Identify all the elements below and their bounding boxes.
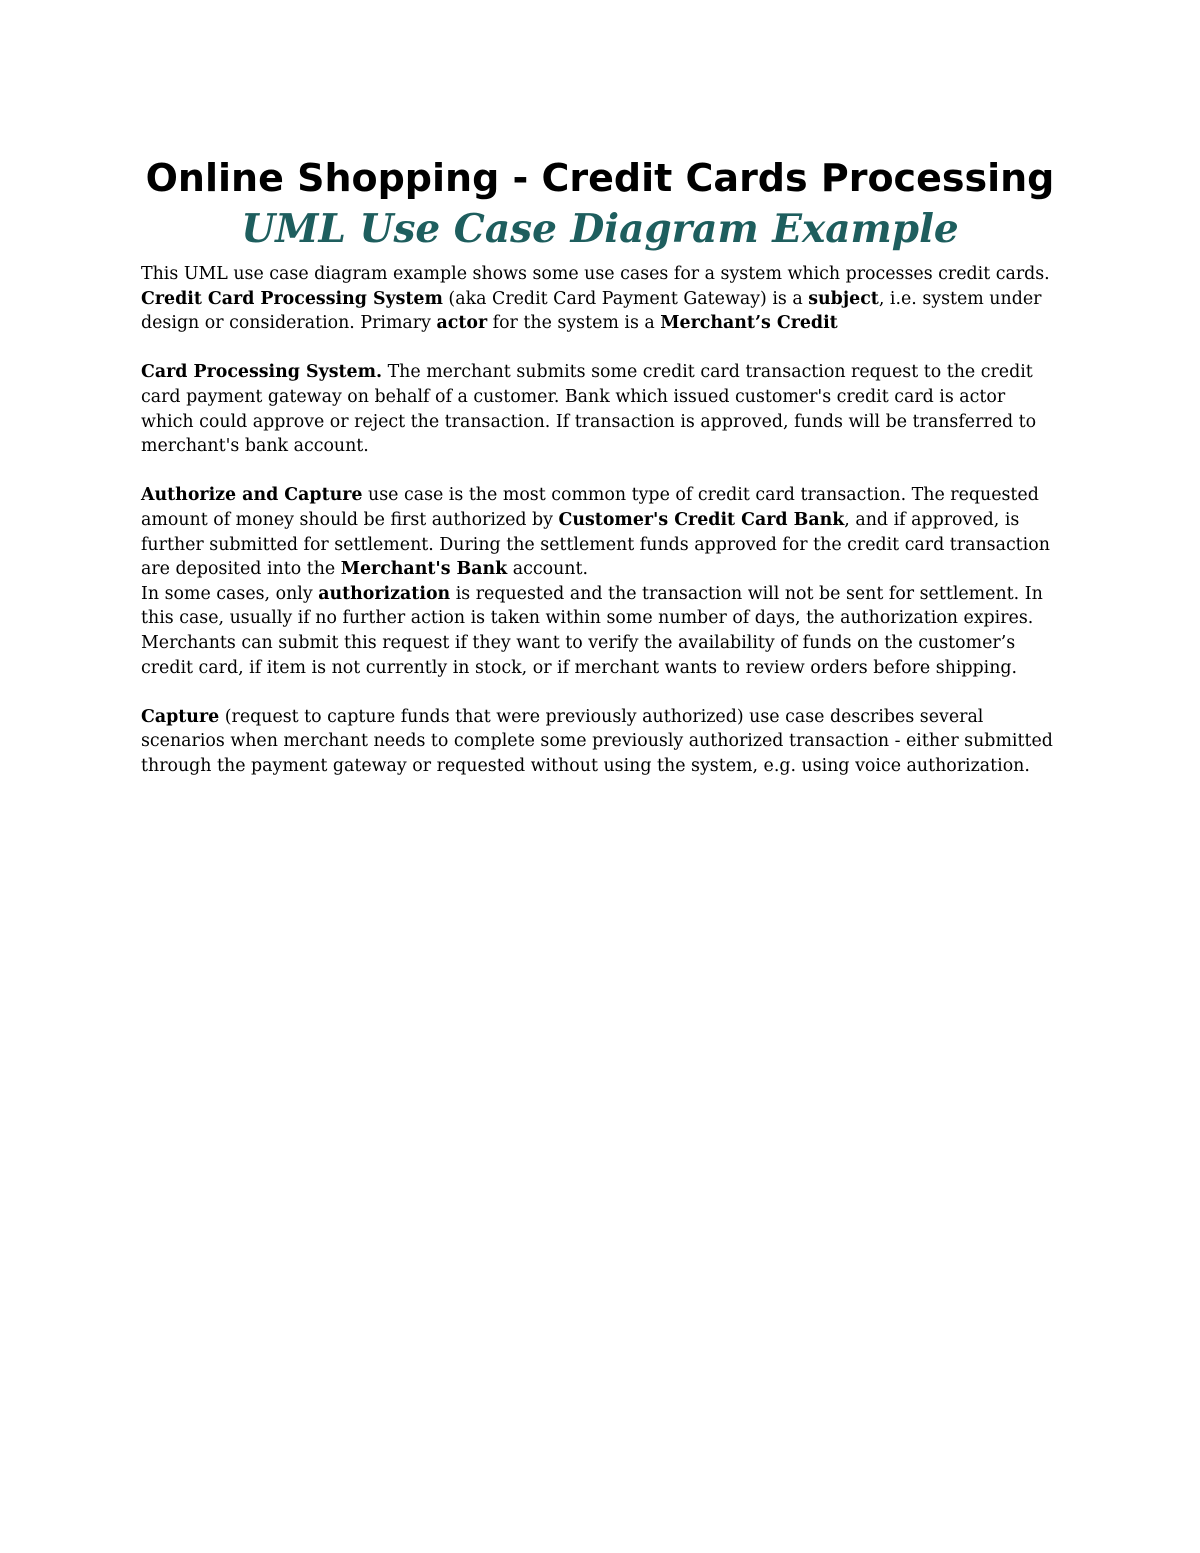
subject-paragraph-part2 <box>141 360 1061 458</box>
term-authorization: authorization <box>318 583 451 604</box>
authorize-text-3: account. <box>507 559 588 580</box>
subject-text-3: for the system is a <box>487 313 661 334</box>
paragraph-gap <box>141 680 1061 705</box>
paragraph-gap <box>141 336 1061 361</box>
capture-text-1: (request to capture funds that were previously authorized) use case describes several scenarios when merchant needs to complete some previously authorized transaction - either submitted through the payment gateway or requested without using the system, e.g. using voice authorization. <box>141 706 1053 776</box>
subject-text-2: , i.e. system under design or consideration. Primary <box>141 288 1042 334</box>
authorization-text-2: is requested and the transaction will not be sent for settlement. In this case, usually if no further action is taken within some number of days, the authorization expires. Merchants can submit this request if they want to verify the availability of funds on the customer’s credit card, if item is not currently in stock, or if merchant wants to review orders before shipping. <box>141 583 1043 678</box>
term-customer-bank: Customer's Credit Card Bank <box>558 509 845 530</box>
document-title: Online Shopping - Credit Cards Processing <box>145 156 1055 200</box>
authorization-paragraph <box>141 582 1061 680</box>
document-subtitle: UML Use Case Diagram Example <box>241 206 959 252</box>
term-authorize-and-capture: Authorize and Capture <box>141 485 363 506</box>
document-body <box>141 262 1061 778</box>
subject-text-1: (aka Credit Card Payment Gateway) is a <box>442 288 809 309</box>
term-merchant-bank: Merchant's Bank <box>340 559 508 580</box>
authorize-text-1: use case is the most common type of credit card transaction. The requested amount of money should be first authorized by <box>141 485 1039 530</box>
subject-paragraph-part1 <box>141 287 1061 336</box>
term-merchant-credit: Merchant’s Credit <box>660 313 838 334</box>
subject-text-4: The merchant submits some credit card transaction request to the credit card payment gateway on behalf of a customer. Bank which issued customer's credit card is actor which could approve or reject the transaction. If transaction is approved, funds will be transferred to merchant's bank account. <box>141 362 1037 457</box>
authorize-paragraph <box>141 483 1061 581</box>
term-subject: subject <box>808 288 879 309</box>
term-credit-card-processing-system: Credit Card Processing System <box>141 288 443 309</box>
intro-paragraph <box>141 262 1061 287</box>
paragraph-gap <box>141 459 1061 484</box>
term-capture: Capture <box>141 706 220 727</box>
capture-paragraph <box>141 705 1061 779</box>
term-card-processing-system: Card Processing System. <box>141 362 383 383</box>
intro-text: This UML use case diagram example shows some use cases for a system which processes credit cards. <box>141 264 1050 284</box>
authorization-text-1: In some cases, only <box>141 583 319 604</box>
term-actor: actor <box>436 313 488 334</box>
authorize-text-2: , and if approved, is further submitted for settlement. During the settlement funds approved for the credit card transaction are deposited into the <box>141 509 1050 580</box>
